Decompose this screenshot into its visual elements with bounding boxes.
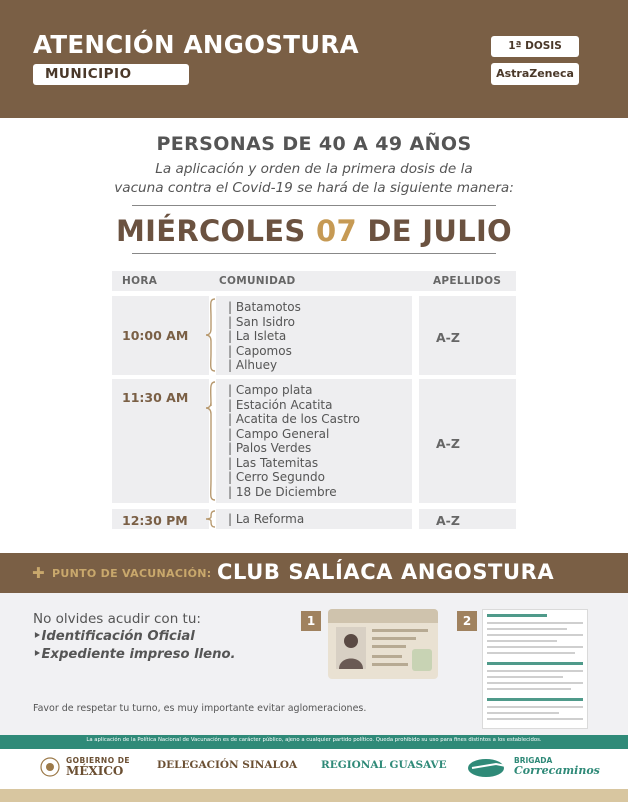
id-card-image <box>328 609 438 679</box>
municipality-label: MUNICIPIO <box>33 64 189 85</box>
community-item: | Cerro Segundo <box>228 470 325 484</box>
header-surnames: APELLIDOS <box>433 275 502 287</box>
table-row-surname-cell <box>419 296 516 375</box>
roadrunner-icon <box>466 754 510 780</box>
bullet-icon: ‣ <box>33 629 42 644</box>
row-3-time: 12:30 PM <box>122 513 188 528</box>
date-day: MIÉRCOLES <box>115 214 306 248</box>
row-3-surnames: A-Z <box>436 513 460 528</box>
community-item: | Palos Verdes <box>228 441 312 455</box>
age-group-headline: PERSONAS DE 40 A 49 AÑOS <box>156 133 472 155</box>
page-title: ATENCIÓN ANGOSTURA <box>33 30 359 59</box>
intro-line-1: La aplicación y orden de la primera dosis de la <box>155 161 473 177</box>
eagle-emblem-icon <box>40 756 60 778</box>
step-1-badge: 1 <box>301 611 321 631</box>
community-item: | La Isleta <box>228 329 287 343</box>
venue-label: PUNTO DE VACUNACIÓN: <box>52 567 212 580</box>
community-item: | Acatita de los Castro <box>228 412 360 426</box>
vaccination-form-image <box>482 609 588 729</box>
community-item: | Capomos <box>228 343 292 358</box>
vaccination-date <box>0 214 628 248</box>
date-month: DE JULIO <box>367 214 513 248</box>
brace-icon <box>205 380 217 502</box>
bottom-strip <box>0 789 628 802</box>
row-1-surnames: A-Z <box>436 330 460 345</box>
row-3-communities <box>228 512 304 527</box>
intro-line-2: vacuna contra el Covid-19 se hará de la siguiente manera: <box>114 180 514 196</box>
bullet-icon: ‣ <box>33 647 42 662</box>
regional-guasave-logo: REGIONAL GUASAVE <box>321 759 447 771</box>
table-row-surname-cell <box>419 509 516 529</box>
step-2-badge: 2 <box>457 611 477 631</box>
community-item: | Estación Acatita <box>228 397 333 412</box>
community-item: | La Reforma <box>228 512 305 526</box>
row-1-communities <box>228 300 301 373</box>
legal-text: La aplicación de la Política Nacional de Vacunación es de carácter público, ajeno a cualquier partido político. Queda prohibido su uso para fines distintos a los establecidos. <box>86 737 542 743</box>
dose-badge: 1ª DOSIS <box>491 36 579 57</box>
reminder-item-record: ‣Expediente impreso lleno. <box>33 647 236 662</box>
divider-bottom <box>132 253 496 254</box>
header-community: COMUNIDAD <box>219 275 296 287</box>
divider-top <box>132 205 496 206</box>
brace-icon <box>205 509 217 529</box>
plus-icon: ✚ <box>32 564 45 582</box>
venue-name: CLUB SALÍACA ANGOSTURA <box>217 560 555 584</box>
delegacion-sinaloa-logo: DELEGACIÓN SINALOA <box>157 759 298 771</box>
community-item: | Alhuey <box>228 358 278 372</box>
community-item: | Campo General <box>228 426 330 441</box>
community-item: | Batamotos <box>228 300 301 314</box>
community-item: | San Isidro <box>228 314 296 329</box>
table-row-surname-cell <box>419 379 516 503</box>
brace-icon <box>205 297 217 373</box>
date-number: 07 <box>316 214 357 248</box>
community-item: | Campo plata <box>228 383 313 397</box>
row-2-communities <box>228 383 360 499</box>
community-item: | 18 De Diciembre <box>228 484 337 499</box>
row-2-surnames: A-Z <box>436 436 460 451</box>
row-1-time: 10:00 AM <box>122 328 189 343</box>
reminder-title: No olvides acudir con tu: <box>33 611 201 627</box>
header-banner <box>0 0 628 118</box>
header-time: HORA <box>122 275 158 287</box>
reminder-footnote: Favor de respetar tu turno, es muy importante evitar aglomeraciones. <box>33 703 367 714</box>
row-2-time: 11:30 AM <box>122 390 189 405</box>
person-icon <box>336 627 366 669</box>
vaccine-brand-badge: AstraZeneca <box>491 63 579 85</box>
community-item: | Las Tatemitas <box>228 455 319 470</box>
reminder-item-id: ‣Identificación Oficial <box>33 629 195 644</box>
